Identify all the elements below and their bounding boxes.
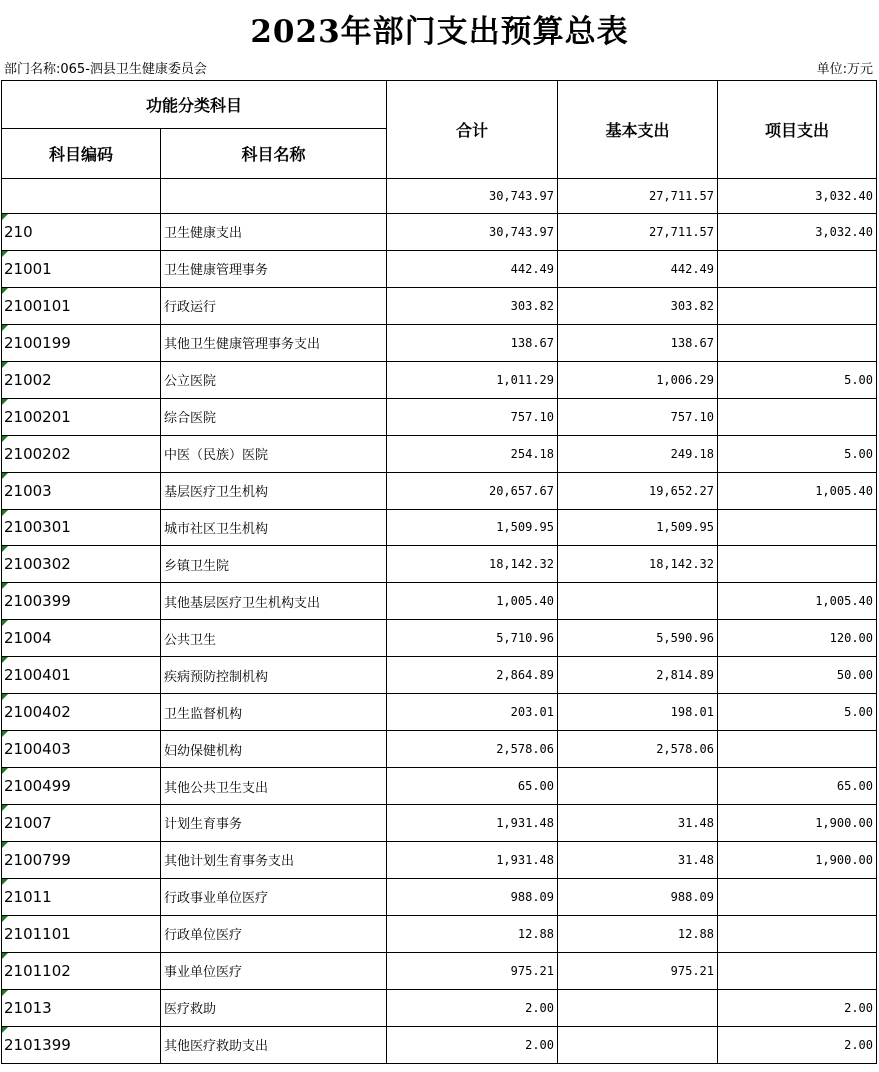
subject-name-cell: 其他计划生育事务支出 — [161, 841, 387, 878]
total-cell: 1,011.29 — [387, 361, 558, 398]
total-cell: 18,142.32 — [387, 546, 558, 583]
table-row — [2, 915, 877, 952]
subject-code-cell: 2100302 — [2, 546, 161, 583]
subject-code-cell: 2100399 — [2, 583, 161, 620]
basic-expense-cell: 249.18 — [558, 435, 718, 472]
subject-code-cell: 21003 — [2, 472, 161, 509]
total-cell: 1,005.40 — [387, 583, 558, 620]
total-cell: 5,710.96 — [387, 620, 558, 657]
table-row — [2, 287, 877, 324]
table-row — [2, 878, 877, 915]
project-expense-cell: 5.00 — [718, 435, 877, 472]
project-expense-cell: 65.00 — [718, 768, 877, 805]
total-cell: 12.88 — [387, 915, 558, 952]
basic-expense-cell: 1,509.95 — [558, 509, 718, 546]
table-row — [2, 620, 877, 657]
subject-code-cell: 2100403 — [2, 731, 161, 768]
basic-expense-cell — [558, 1026, 718, 1063]
table-row — [2, 361, 877, 398]
project-expense-cell: 2.00 — [718, 989, 877, 1026]
total-cell: 303.82 — [387, 287, 558, 324]
table-row — [2, 214, 877, 251]
subject-name-cell: 其他公共卫生支出 — [161, 768, 387, 805]
subject-name-cell: 基层医疗卫生机构 — [161, 472, 387, 509]
subject-code-cell: 21001 — [2, 250, 161, 287]
project-expense-cell: 3,032.40 — [718, 179, 877, 214]
project-expense-cell — [718, 731, 877, 768]
total-cell: 757.10 — [387, 398, 558, 435]
basic-expense-cell: 138.67 — [558, 324, 718, 361]
project-expense-cell: 5.00 — [718, 361, 877, 398]
total-cell: 988.09 — [387, 878, 558, 915]
project-expense-cell: 1,900.00 — [718, 841, 877, 878]
table-row — [2, 952, 877, 989]
project-expense-cell: 2.00 — [718, 1026, 877, 1063]
header-project-expense: 项目支出 — [718, 81, 877, 179]
basic-expense-cell — [558, 768, 718, 805]
project-expense-cell: 5.00 — [718, 694, 877, 731]
table-body — [2, 179, 877, 1064]
subject-name-cell: 公共卫生 — [161, 620, 387, 657]
project-expense-cell — [718, 398, 877, 435]
project-expense-cell — [718, 287, 877, 324]
header-subject-name: 科目名称 — [161, 129, 387, 179]
subject-code-cell: 2101102 — [2, 952, 161, 989]
project-expense-cell: 1,005.40 — [718, 583, 877, 620]
total-cell: 1,509.95 — [387, 509, 558, 546]
subject-code-cell: 2101101 — [2, 915, 161, 952]
total-cell: 442.49 — [387, 250, 558, 287]
table-row — [2, 472, 877, 509]
project-expense-cell: 3,032.40 — [718, 214, 877, 251]
subject-name-cell: 城市社区卫生机构 — [161, 509, 387, 546]
subject-code-cell: 2100799 — [2, 841, 161, 878]
project-expense-cell: 1,005.40 — [718, 472, 877, 509]
table-row — [2, 324, 877, 361]
project-expense-cell — [718, 250, 877, 287]
table-row — [2, 583, 877, 620]
subject-name-cell: 综合医院 — [161, 398, 387, 435]
total-cell: 2,864.89 — [387, 657, 558, 694]
total-cell: 203.01 — [387, 694, 558, 731]
subject-name-cell: 行政单位医疗 — [161, 915, 387, 952]
table-row — [2, 435, 877, 472]
table-row — [2, 509, 877, 546]
project-expense-cell — [718, 324, 877, 361]
subject-code-cell: 2100401 — [2, 657, 161, 694]
basic-expense-cell — [558, 989, 718, 1026]
table-row — [2, 179, 877, 214]
table-row — [2, 989, 877, 1026]
table-row — [2, 768, 877, 805]
subject-name-cell: 疾病预防控制机构 — [161, 657, 387, 694]
total-cell: 2,578.06 — [387, 731, 558, 768]
basic-expense-cell: 19,652.27 — [558, 472, 718, 509]
subject-name-cell: 其他医疗救助支出 — [161, 1026, 387, 1063]
subject-name-cell: 卫生健康支出 — [161, 214, 387, 251]
basic-expense-cell: 12.88 — [558, 915, 718, 952]
table-row — [2, 841, 877, 878]
basic-expense-cell: 2,814.89 — [558, 657, 718, 694]
subject-name-cell: 中医（民族）医院 — [161, 435, 387, 472]
subject-name-cell: 公立医院 — [161, 361, 387, 398]
project-expense-cell — [718, 915, 877, 952]
project-expense-cell — [718, 952, 877, 989]
basic-expense-cell: 5,590.96 — [558, 620, 718, 657]
subject-name-cell: 事业单位医疗 — [161, 952, 387, 989]
basic-expense-cell — [558, 583, 718, 620]
total-cell: 1,931.48 — [387, 805, 558, 842]
basic-expense-cell: 988.09 — [558, 878, 718, 915]
total-cell: 254.18 — [387, 435, 558, 472]
total-cell: 65.00 — [387, 768, 558, 805]
basic-expense-cell: 18,142.32 — [558, 546, 718, 583]
subject-code-cell: 21013 — [2, 989, 161, 1026]
table-row — [2, 805, 877, 842]
total-cell: 30,743.97 — [387, 179, 558, 214]
basic-expense-cell: 1,006.29 — [558, 361, 718, 398]
table-row — [2, 250, 877, 287]
subject-code-cell: 21002 — [2, 361, 161, 398]
department-label: 部门名称:065-泗县卫生健康委员会 — [4, 62, 207, 77]
table-row — [2, 1026, 877, 1063]
basic-expense-cell: 442.49 — [558, 250, 718, 287]
basic-expense-cell: 27,711.57 — [558, 179, 718, 214]
subject-code-cell: 2100301 — [2, 509, 161, 546]
total-cell: 2.00 — [387, 989, 558, 1026]
project-expense-cell: 50.00 — [718, 657, 877, 694]
basic-expense-cell: 31.48 — [558, 805, 718, 842]
subject-name-cell: 其他卫生健康管理事务支出 — [161, 324, 387, 361]
subject-code-cell: 21004 — [2, 620, 161, 657]
subject-name-cell: 卫生监督机构 — [161, 694, 387, 731]
project-expense-cell — [718, 546, 877, 583]
subject-code-cell: 21007 — [2, 805, 161, 842]
table-row — [2, 694, 877, 731]
subject-name-cell: 乡镇卫生院 — [161, 546, 387, 583]
total-cell: 20,657.67 — [387, 472, 558, 509]
subject-name-cell: 医疗救助 — [161, 989, 387, 1026]
basic-expense-cell: 31.48 — [558, 841, 718, 878]
subject-name-cell — [161, 179, 387, 214]
basic-expense-cell: 27,711.57 — [558, 214, 718, 251]
basic-expense-cell: 975.21 — [558, 952, 718, 989]
table-row — [2, 546, 877, 583]
subject-code-cell: 2100499 — [2, 768, 161, 805]
subject-name-cell: 行政事业单位医疗 — [161, 878, 387, 915]
subject-name-cell: 妇幼保健机构 — [161, 731, 387, 768]
subject-code-cell — [2, 179, 161, 214]
header-subject-code: 科目编码 — [2, 129, 161, 179]
budget-table — [1, 80, 877, 1064]
unit-label: 单位:万元 — [816, 62, 873, 77]
table-row — [2, 657, 877, 694]
total-cell: 138.67 — [387, 324, 558, 361]
total-cell: 1,931.48 — [387, 841, 558, 878]
subject-code-cell: 210 — [2, 214, 161, 251]
subject-code-cell: 21011 — [2, 878, 161, 915]
subject-code-cell: 2100402 — [2, 694, 161, 731]
subject-code-cell: 2100201 — [2, 398, 161, 435]
total-cell: 2.00 — [387, 1026, 558, 1063]
subject-name-cell: 其他基层医疗卫生机构支出 — [161, 583, 387, 620]
table-row — [2, 398, 877, 435]
header-basic-expense: 基本支出 — [558, 81, 718, 179]
project-expense-cell: 1,900.00 — [718, 805, 877, 842]
table-row — [2, 731, 877, 768]
project-expense-cell — [718, 878, 877, 915]
project-expense-cell — [718, 509, 877, 546]
subject-code-cell: 2100101 — [2, 287, 161, 324]
total-cell: 30,743.97 — [387, 214, 558, 251]
subject-code-cell: 2100199 — [2, 324, 161, 361]
basic-expense-cell: 198.01 — [558, 694, 718, 731]
basic-expense-cell: 303.82 — [558, 287, 718, 324]
subject-code-cell: 2100202 — [2, 435, 161, 472]
total-cell: 975.21 — [387, 952, 558, 989]
page-title: 2023年部门支出预算总表 — [250, 14, 629, 50]
basic-expense-cell: 2,578.06 — [558, 731, 718, 768]
header-function-category: 功能分类科目 — [2, 81, 387, 129]
subject-name-cell: 计划生育事务 — [161, 805, 387, 842]
subject-name-cell: 卫生健康管理事务 — [161, 250, 387, 287]
header-total: 合计 — [387, 81, 558, 179]
subject-code-cell: 2101399 — [2, 1026, 161, 1063]
project-expense-cell: 120.00 — [718, 620, 877, 657]
basic-expense-cell: 757.10 — [558, 398, 718, 435]
subject-name-cell: 行政运行 — [161, 287, 387, 324]
